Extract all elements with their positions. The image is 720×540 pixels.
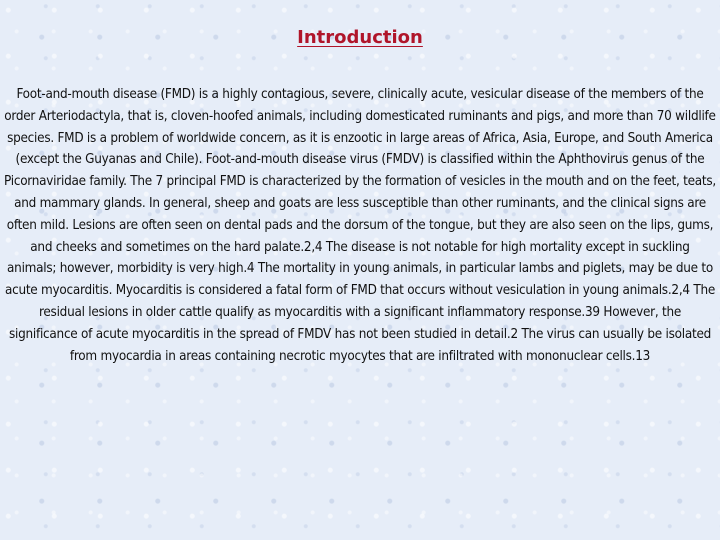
slide-body-text: Foot-and-mouth disease (FMD) is a highly contagious, severe, clinically acute, vesicular disease of the members of the order Arteriodactyla, that is, cloven-hoofed animals, including domesticated ruminants and pigs, and more than 70 wildlife species. FMD is a problem of worldwide concern, as it is enzootic in large areas of Africa, Asia, Europe, and South America (except the Guyanas and Chile). Foot-and-mouth disease virus (FMDV) is classified within the Aphthovirus genus of the Picornaviridae family. The 7 principal FMD is characterized by the formation of vesicles in the mouth and on the feet, teats, and mammary glands. In general, sheep and goats are less susceptible than other ruminants, and the clinical signs are often mild. Lesions are often seen on dental pads and the dorsum of the tongue, but they are also seen on the lips, gums, and cheeks and sometimes on the hard palate.2,4 The disease is not notable for high mortality except in suckling animals; however, morbidity is very high.4 The mortality in young animals, in particular lambs and piglets, may be due to acute myocarditis. Myocarditis is considered a fatal form of FMD that occurs without vesiculation in young animals.2,4 The residual lesions in older cattle qualify as myocarditis with a significant inflammatory response.39 However, the significance of acute myocarditis in the spread of FMDV has not been studied in detail.2 The virus can usually be isolated from myocardia in areas containing necrotic myocytes that are infiltrated with mononuclear cells.13: [4, 87, 717, 364]
slide-title: Introduction: [297, 27, 423, 48]
